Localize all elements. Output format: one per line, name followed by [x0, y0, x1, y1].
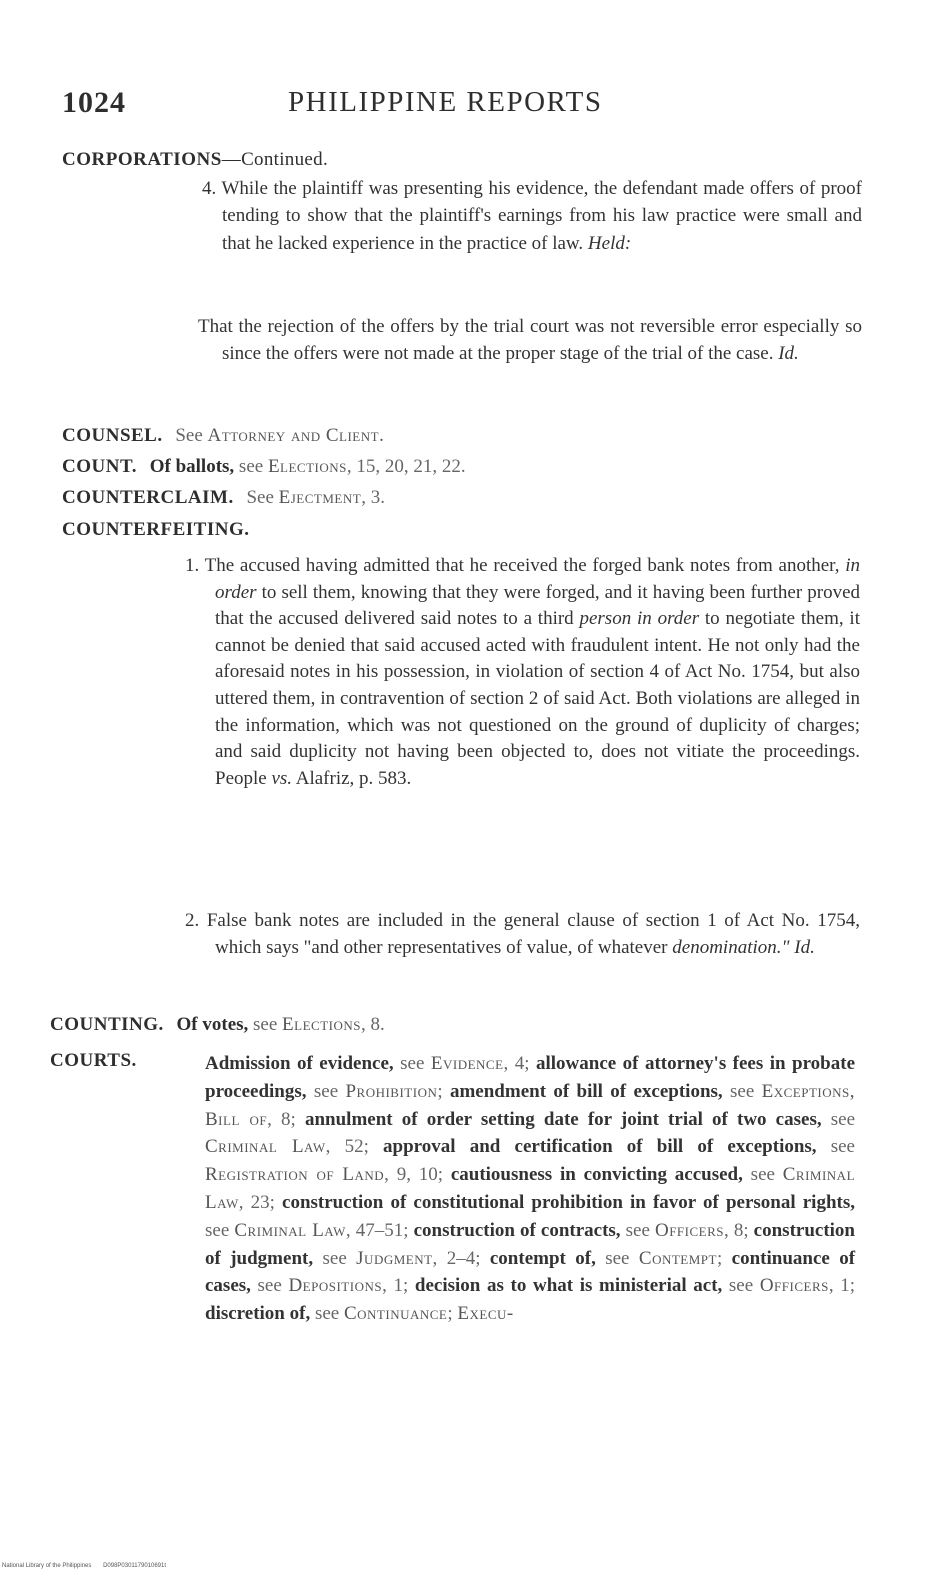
counterfeiting-item-1	[185, 553, 861, 792]
entry-topic: construction of constitutional prohibition in favor of personal rights,	[282, 1191, 855, 1213]
item-number: 4.	[202, 178, 217, 199]
cross-reference: Execu-	[457, 1303, 514, 1325]
cross-reference: Elections	[267, 456, 347, 477]
see-label: see	[238, 456, 264, 477]
holding-text: That the rejection of the offers by the trial court was not reversible error especially so since the offers were not made at the proper stage of the trial of the case.	[198, 316, 862, 365]
scan-code: D098P0301179010691t	[103, 1563, 167, 1569]
heading-counting	[50, 1014, 385, 1036]
entry-topic: continuance of cases,	[205, 1247, 856, 1297]
running-head	[62, 86, 862, 126]
entry-term: COUNT.	[62, 456, 137, 477]
heading-courts	[50, 1050, 145, 1072]
cross-reference: Prohibition	[345, 1080, 438, 1102]
reference-numbers: , 9, 10;	[384, 1164, 451, 1186]
cross-reference: Officers	[654, 1219, 724, 1241]
reference-numbers: , 2–4;	[432, 1247, 490, 1269]
item-text-italic: person in order	[579, 608, 700, 630]
id-citation: Id.	[778, 343, 799, 365]
entry-topic: cautiousness in convicting accused,	[450, 1164, 743, 1186]
courts-entry	[490, 1248, 732, 1269]
running-title: PHILIPPINE REPORTS	[288, 86, 603, 118]
reference-numbers: , 47–51;	[345, 1219, 414, 1241]
reference-numbers: , 8;	[267, 1108, 305, 1130]
counterfeiting-item-2	[185, 908, 861, 961]
see-label: see	[253, 1014, 278, 1035]
entry-topic: allowance of attorney's fees in probate proceedings,	[205, 1053, 856, 1102]
item-text: The accused having admitted that he received the forged bank notes from another,	[204, 555, 840, 576]
reference-numbers: , 52;	[325, 1136, 384, 1158]
reference-numbers: , 8;	[724, 1219, 754, 1241]
continued-label: —Continued.	[221, 149, 328, 170]
case-citation: Alafriz, p. 583.	[295, 767, 412, 789]
entry-topic: contempt of,	[489, 1247, 596, 1269]
cross-reference: Exceptions, Bill of	[205, 1080, 855, 1130]
corporations-item-4-holding	[198, 313, 862, 368]
see-label: see	[742, 1164, 783, 1186]
entry-topic: discretion of,	[205, 1303, 311, 1325]
cross-reference: Contempt	[638, 1247, 717, 1269]
entry-term: COUNTERFEITING.	[62, 519, 250, 540]
scan-footer	[2, 1563, 176, 1569]
heading-counterfeiting	[62, 519, 258, 541]
versus-label: vs.	[271, 767, 293, 789]
reference-numbers: , 3.	[361, 487, 385, 508]
cross-reference: Continuance	[343, 1303, 448, 1325]
see-label: see	[250, 1275, 289, 1297]
entry-topic: approval and certification of bill of exceptions,	[383, 1136, 817, 1158]
courts-entries	[205, 1050, 855, 1328]
courts-entry	[205, 1303, 457, 1324]
entry-topic: amendment of bill of exceptions,	[449, 1080, 723, 1102]
entry-topic: construction of contracts,	[413, 1219, 621, 1241]
entry-term: COUNTING.	[50, 1014, 164, 1035]
see-label: see	[595, 1247, 639, 1269]
subject: Of votes,	[176, 1014, 249, 1035]
courts-entry	[414, 1220, 754, 1241]
cross-reference: Attorney and Client.	[207, 425, 385, 446]
item-text: to negotiate them, it cannot be denied that said accused acted with fraudulent intent. He not only had the aforesaid notes in his possession, in violation of section 4 of Act No. 1754, but also uttered them, in contravention of section 2 of said Act. Both violations are alleged in the information, which was not questioned on the ground of duplicity of charges; and said duplicity not having been objected to, does not vitiate the proceedings. People	[215, 608, 860, 789]
library-credit: National Library of the Philippines	[2, 1563, 92, 1569]
subject: Of ballots,	[149, 456, 235, 477]
heading-counsel	[62, 425, 384, 447]
id-citation: Id.	[794, 936, 815, 958]
cross-reference: Criminal Law	[234, 1219, 346, 1241]
cross-reference: Evidence	[430, 1053, 504, 1074]
see-label: see	[821, 1108, 855, 1130]
see-label: see	[205, 1219, 235, 1241]
courts-entry	[415, 1275, 855, 1296]
entry-term: COUNSEL.	[62, 425, 163, 446]
reference-numbers: , 4;	[503, 1053, 536, 1074]
see-label: see	[816, 1136, 855, 1158]
see-label: see	[310, 1303, 344, 1325]
reference-numbers: , 23;	[238, 1191, 283, 1213]
see-label: see	[393, 1053, 431, 1074]
entry-topic: decision as to what is ministerial act,	[414, 1275, 723, 1297]
reference-numbers: , 1;	[382, 1275, 415, 1297]
see-label: see	[306, 1080, 346, 1102]
item-text: While the plaintiff was presenting his evidence, the defendant made offers of proof tending to show that the plaintiff's earnings from his law practice were small and that he lacked experience in the practice of law.	[221, 178, 862, 254]
reference-numbers: ;	[716, 1247, 732, 1269]
see-label: see	[722, 1275, 760, 1297]
cross-reference: Ejectment	[278, 487, 362, 508]
reference-numbers: ;	[447, 1303, 458, 1325]
cross-reference: Registration of Land	[205, 1164, 385, 1186]
see-label: see	[722, 1080, 762, 1102]
reference-numbers: , 1;	[828, 1275, 856, 1297]
item-text: to sell them, knowing that they were forged, and it having been further proved that the accused delivered said notes to a third	[215, 581, 861, 630]
see-label: see	[313, 1247, 357, 1269]
reference-numbers: ;	[437, 1080, 450, 1102]
reference-numbers: , 8.	[360, 1014, 385, 1035]
reference-numbers: , 15, 20, 21, 22.	[346, 456, 466, 477]
cross-reference: Judgment	[356, 1247, 433, 1269]
cross-reference: Criminal Law	[205, 1136, 326, 1158]
page-number: 1024	[62, 86, 126, 119]
entry-topic: annulment of order setting date for joint trial of two cases,	[304, 1108, 822, 1130]
cross-reference: Elections	[282, 1014, 361, 1035]
held-label: Held:	[587, 232, 632, 254]
see-label: See	[246, 487, 274, 508]
entry-topic: construction of judgment,	[205, 1219, 855, 1269]
cross-reference: Depositions	[288, 1275, 383, 1297]
entry-term: COURTS.	[50, 1050, 137, 1071]
entry-term: COUNTERCLAIM.	[62, 487, 234, 508]
courts-entry	[457, 1303, 513, 1324]
item-text: False bank notes are included in the general clause of section 1 of Act No. 1754, which says "and other representatives of value, of whatever	[206, 910, 861, 958]
heading-count	[62, 456, 466, 478]
heading-counterclaim	[62, 487, 385, 509]
heading-corporations	[62, 149, 328, 171]
corporations-item-4	[202, 175, 862, 257]
cross-reference: Officers	[759, 1275, 829, 1297]
see-label: see	[620, 1219, 655, 1241]
entry-term: CORPORATIONS	[62, 149, 222, 170]
see-label: See	[175, 425, 203, 446]
item-number: 1.	[185, 555, 200, 576]
cross-reference: Criminal Law	[205, 1164, 856, 1213]
item-text-italic: in order	[215, 555, 860, 603]
entry-topic: Admission of evidence,	[205, 1053, 394, 1074]
item-number: 2.	[185, 910, 200, 931]
courts-entry	[205, 1053, 536, 1074]
item-text-italic: denomination."	[672, 936, 790, 958]
